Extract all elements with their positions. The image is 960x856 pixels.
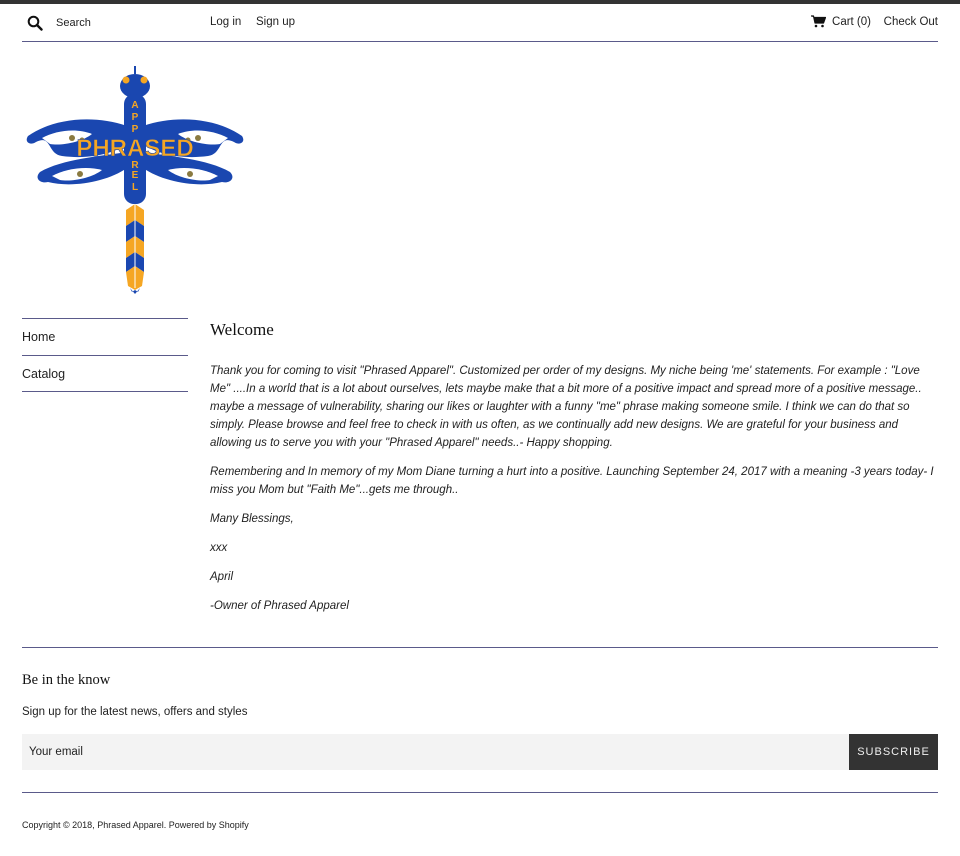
signoff-blessings: Many Blessings, [210, 513, 294, 525]
signoff-kisses: xxx [210, 542, 228, 554]
signoff-name: April [210, 571, 234, 583]
sidebar-item-catalog[interactable]: Catalog [22, 355, 188, 392]
cart-label: Cart (0) [832, 15, 871, 28]
svg-text:PHRASED: PHRASED [76, 135, 194, 162]
newsletter-subtitle: Sign up for the latest news, offers and styles [22, 706, 248, 718]
footer-divider [22, 647, 938, 648]
signoff-title: -Owner of Phrased Apparel [210, 600, 349, 612]
search-icon[interactable] [27, 15, 43, 31]
store-logo[interactable] [22, 64, 248, 296]
login-link[interactable]: Log in [210, 16, 242, 28]
search-input[interactable] [56, 14, 196, 32]
welcome-paragraph: Thank you for coming to visit "Phrased Apparel". Customized per order of my designs. My niche being 'me' statements. For example : "Love Me" ....In a world that is a lot about ourselves, lets maybe make that a bit more of a positive impact and spread more of a positive message.. maybe a message of vulnerability, sharing our likes or laughter with a funny "me" phrase making someone smile. I think we can do that so simply. Please browse and feel free to check in with us often, as we continually add new designs. We are grateful for your business and allowing us to serve you with your "Phrased Apparel" needs..- Happy shopping. [210, 365, 922, 449]
sidebar-item-home[interactable]: Home [22, 318, 188, 355]
memory-paragraph: Remembering and In memory of my Mom Diane turning a hurt into a positive. Launching September 24, 2017 with a meaning -3 years today- I miss you Mom but "Faith Me"...gets me through.. [210, 466, 934, 496]
page-title: Welcome [210, 320, 274, 339]
copyright [22, 820, 249, 830]
copyright-prefix: Copyright © 2018, [22, 820, 98, 830]
main-content [210, 320, 940, 626]
subscribe-button[interactable]: SUBSCRIBE [849, 734, 938, 770]
svg-text:P: P [131, 124, 139, 135]
newsletter-title: Be in the know [22, 672, 111, 688]
copyright-separator: . [163, 820, 169, 830]
svg-text:A: A [131, 100, 139, 111]
signup-link[interactable]: Sign up [256, 16, 296, 28]
powered-by-link[interactable]: Powered by Shopify [168, 820, 249, 830]
svg-text:L: L [131, 182, 139, 193]
svg-text:P: P [131, 112, 139, 123]
sidebar-nav [22, 318, 188, 392]
copyright-divider [22, 792, 938, 793]
cart-link[interactable] [811, 15, 871, 28]
dragonfly-logo-icon [22, 64, 248, 296]
svg-text:R: R [131, 160, 139, 171]
email-field[interactable] [22, 734, 849, 770]
site-header [22, 4, 938, 42]
cart-icon [811, 15, 826, 28]
checkout-link[interactable]: Check Out [883, 16, 938, 28]
svg-text:E: E [131, 170, 139, 181]
store-link[interactable]: Phrased Apparel [97, 820, 164, 830]
